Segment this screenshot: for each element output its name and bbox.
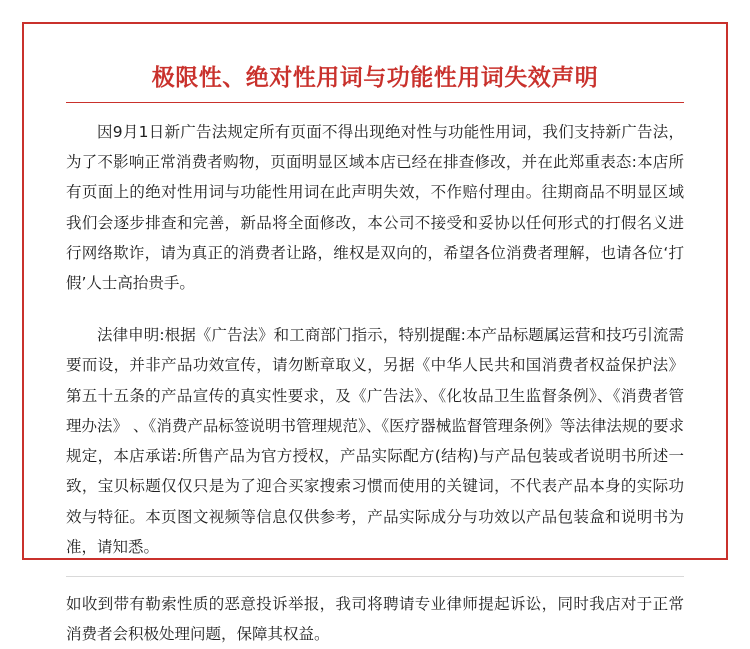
paragraph-spacer xyxy=(66,310,684,320)
page-title: 极限性、绝对性用词与功能性用词失效声明 xyxy=(151,65,599,91)
footer-divider xyxy=(66,576,684,577)
statement-paragraph-2: 法律申明:根据《广告法》和工商部门指示，特别提醒:本产品标题属运营和技巧引流需要而设，并非产品功效宣传，请勿断章取义，另据《中华人民共和国消费者权益保护法》第五十五条的产品宣传的真实性要求，及《广告法》、《化妆品卫生监督条例》、《消费者管理办法》 、《消费产品标签说明书管理规范》、《医疗器械监督管理条例》等法律法规的要求规定，本店承诺:所售产品为官方授权，产品实际配方(结构)与产品包装或者说明书所述一致，宝贝标题仅仅只是为了迎合买家搜索习惯而使用的关键词，不代表产品本身的实际功效与特征。本页图文视频等信息仅供参考，产品实际成分与功效以产品包装盒和说明书为准，请知悉。 xyxy=(66,326,684,556)
document-content xyxy=(24,24,726,644)
statement-paragraph-1: 因9月1日新广告法规定所有页面不得出现绝对性与功能性用词，我们支持新广告法，为了不影响正常消费者购物，页面明显区域本店已经在排查修改，并在此郑重表态:本店所有页面上的绝对性用词与功能性用词在此声明失效，不作赔付理由。往期商品不明显区域我们会逐步排查和完善，新品将全面修改，本公司不接受和妥协以任何形式的打假名义进行网络欺诈，请为真正的消费者让路，维权是双向的，希望各位消费者理解，也请各位‘打假’人士高抬贵手。 xyxy=(66,122,684,292)
document-border-frame xyxy=(22,22,728,644)
footer-note: 如收到带有勒索性质的恶意投诉举报，我司将聘请专业律师提起诉讼，同时我店对于正常消费者会积极处理问题，保障其权益。 xyxy=(66,594,684,644)
title-divider xyxy=(66,102,684,103)
